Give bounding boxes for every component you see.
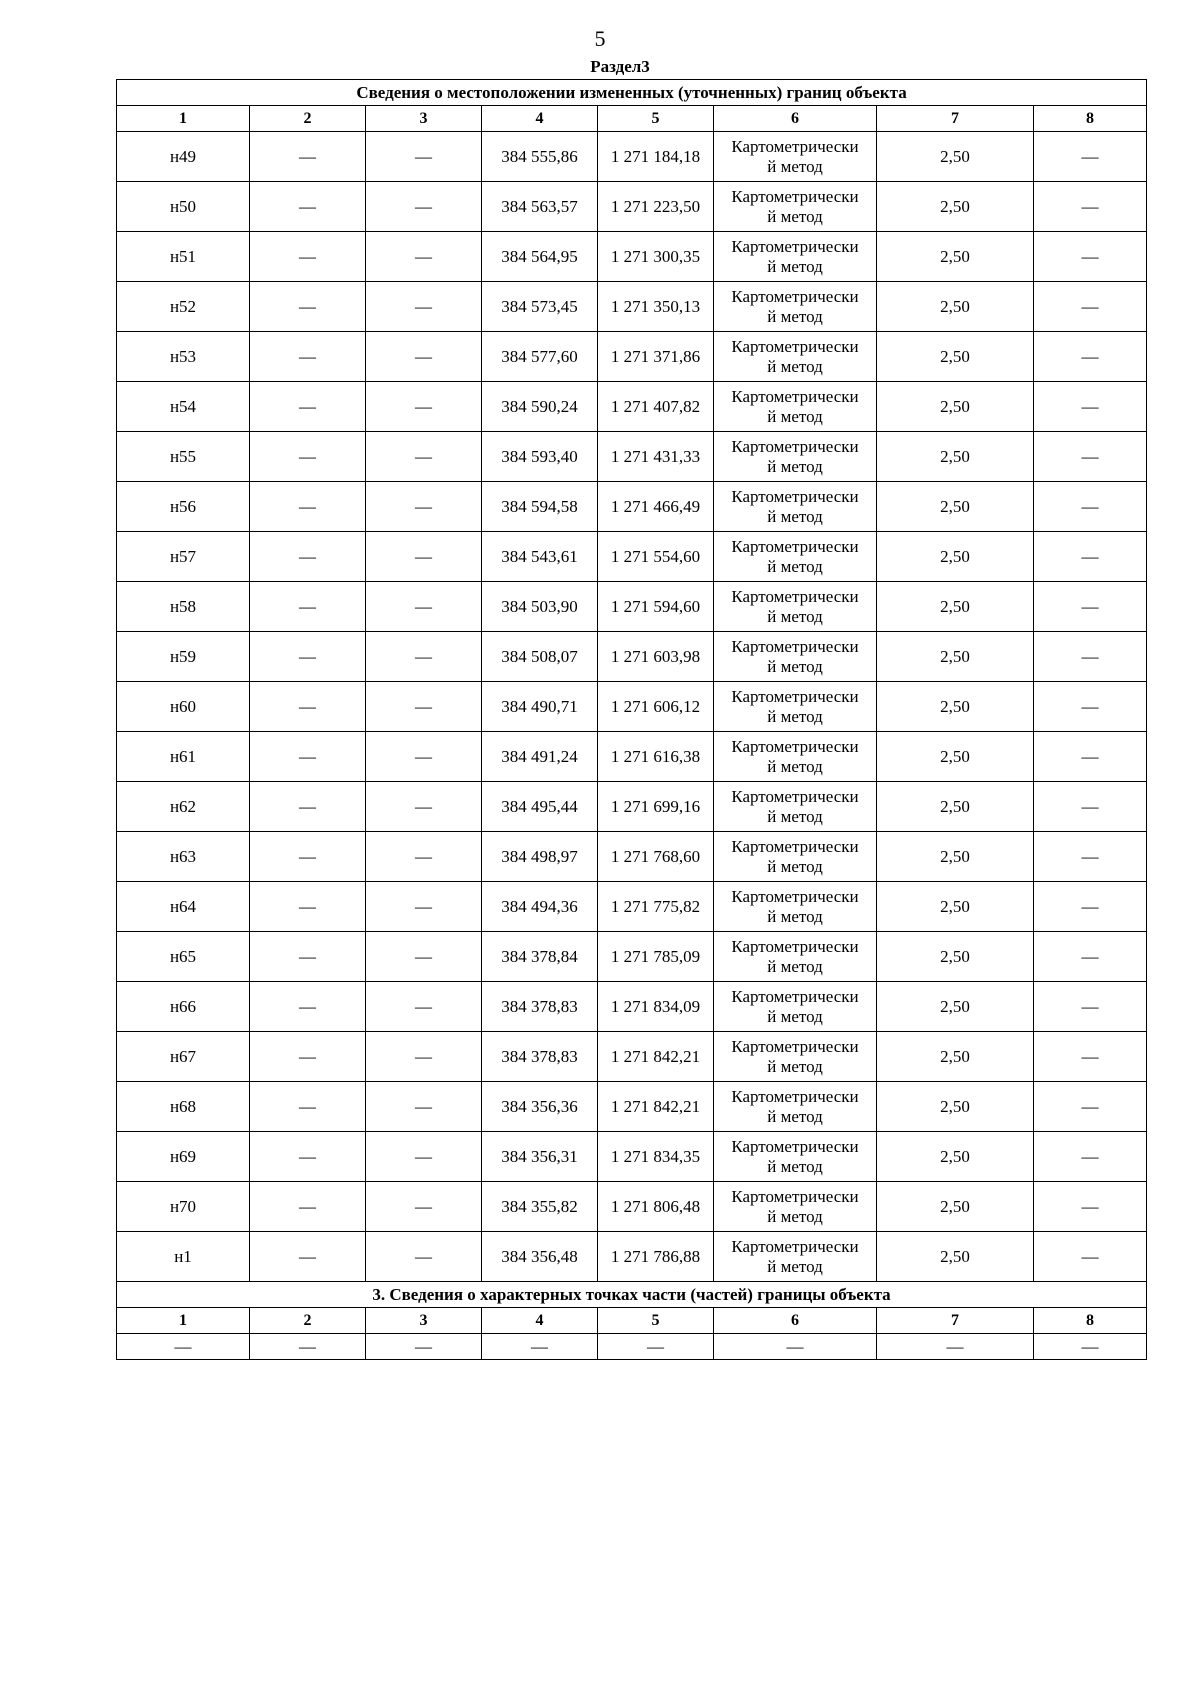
- x-coordinate-cell: 384 498,97: [482, 832, 598, 882]
- col2-cell: —: [250, 1082, 366, 1132]
- method-line-2: й метод: [767, 356, 823, 376]
- col3-cell: —: [366, 882, 482, 932]
- empty-cell: —: [250, 1334, 366, 1360]
- method-line-2: й метод: [767, 706, 823, 726]
- y-coordinate-cell: 1 271 699,16: [598, 782, 714, 832]
- accuracy-cell: 2,50: [877, 882, 1034, 932]
- empty-cell: —: [877, 1334, 1034, 1360]
- col8-cell: —: [1034, 1132, 1147, 1182]
- x-coordinate-cell: 384 491,24: [482, 732, 598, 782]
- method-cell: [714, 882, 877, 932]
- empty-cell: —: [598, 1334, 714, 1360]
- table-row: [117, 482, 1147, 532]
- col2-cell: —: [250, 582, 366, 632]
- point-cell: н58: [117, 582, 250, 632]
- method-cell: [714, 1182, 877, 1232]
- column-number: 4: [482, 1308, 598, 1334]
- method-line-1: Картометрически: [731, 836, 859, 856]
- empty-cell: —: [366, 1334, 482, 1360]
- col3-cell: —: [366, 632, 482, 682]
- column-number: 7: [877, 1308, 1034, 1334]
- point-cell: н60: [117, 682, 250, 732]
- x-coordinate-cell: 384 563,57: [482, 182, 598, 232]
- method-line-1: Картометрически: [731, 1086, 859, 1106]
- table-row: [117, 882, 1147, 932]
- table-row: [117, 782, 1147, 832]
- method-line-1: Картометрически: [731, 236, 859, 256]
- col2-cell: —: [250, 1182, 366, 1232]
- col8-cell: —: [1034, 232, 1147, 282]
- x-coordinate-cell: 384 555,86: [482, 132, 598, 182]
- col2-cell: —: [250, 882, 366, 932]
- col2-cell: —: [250, 182, 366, 232]
- col2-cell: —: [250, 732, 366, 782]
- table-row: [117, 582, 1147, 632]
- table-row: [117, 1032, 1147, 1082]
- col8-cell: —: [1034, 732, 1147, 782]
- point-cell: н52: [117, 282, 250, 332]
- method-line-1: Картометрически: [731, 586, 859, 606]
- col8-cell: —: [1034, 882, 1147, 932]
- method-line-2: й метод: [767, 1256, 823, 1276]
- col3-cell: —: [366, 1232, 482, 1282]
- col2-cell: —: [250, 682, 366, 732]
- point-cell: н67: [117, 1032, 250, 1082]
- column-number: 6: [714, 106, 877, 132]
- y-coordinate-cell: 1 271 223,50: [598, 182, 714, 232]
- col2-cell: —: [250, 532, 366, 582]
- page-number: 5: [594, 26, 606, 51]
- accuracy-cell: 2,50: [877, 232, 1034, 282]
- table-row: [117, 682, 1147, 732]
- table-heading-row: [117, 80, 1147, 106]
- accuracy-cell: 2,50: [877, 182, 1034, 232]
- table-row: [117, 1182, 1147, 1232]
- col2-cell: —: [250, 1132, 366, 1182]
- accuracy-cell: 2,50: [877, 432, 1034, 482]
- empty-cell: —: [714, 1334, 877, 1360]
- method-cell: [714, 932, 877, 982]
- point-cell: н66: [117, 982, 250, 1032]
- accuracy-cell: 2,50: [877, 382, 1034, 432]
- column-number: 6: [714, 1308, 877, 1334]
- column-number: 8: [1034, 106, 1147, 132]
- method-line-2: й метод: [767, 1056, 823, 1076]
- parts-empty-row: [117, 1334, 1147, 1360]
- x-coordinate-cell: 384 378,83: [482, 1032, 598, 1082]
- point-cell: н70: [117, 1182, 250, 1232]
- accuracy-cell: 2,50: [877, 1132, 1034, 1182]
- y-coordinate-cell: 1 271 768,60: [598, 832, 714, 882]
- x-coordinate-cell: 384 577,60: [482, 332, 598, 382]
- parts-heading-row: [117, 1282, 1147, 1308]
- point-cell: н53: [117, 332, 250, 382]
- col8-cell: —: [1034, 632, 1147, 682]
- empty-cell: —: [482, 1334, 598, 1360]
- method-line-2: й метод: [767, 956, 823, 976]
- col2-cell: —: [250, 832, 366, 882]
- y-coordinate-cell: 1 271 407,82: [598, 382, 714, 432]
- accuracy-cell: 2,50: [877, 682, 1034, 732]
- col8-cell: —: [1034, 582, 1147, 632]
- method-line-2: й метод: [767, 756, 823, 776]
- y-coordinate-cell: 1 271 606,12: [598, 682, 714, 732]
- col3-cell: —: [366, 182, 482, 232]
- point-cell: н68: [117, 1082, 250, 1132]
- method-line-2: й метод: [767, 306, 823, 326]
- method-line-2: й метод: [767, 906, 823, 926]
- accuracy-cell: 2,50: [877, 782, 1034, 832]
- column-number: 7: [877, 106, 1034, 132]
- point-cell: н56: [117, 482, 250, 532]
- accuracy-cell: 2,50: [877, 582, 1034, 632]
- col2-cell: —: [250, 1032, 366, 1082]
- col3-cell: —: [366, 682, 482, 732]
- col3-cell: —: [366, 282, 482, 332]
- col3-cell: —: [366, 1032, 482, 1082]
- column-number: 2: [250, 1308, 366, 1334]
- method-line-1: Картометрически: [731, 1236, 859, 1256]
- method-cell: [714, 982, 877, 1032]
- method-cell: [714, 332, 877, 382]
- table-row: [117, 1232, 1147, 1282]
- col3-cell: —: [366, 932, 482, 982]
- column-number: 5: [598, 1308, 714, 1334]
- point-cell: н65: [117, 932, 250, 982]
- table-row: [117, 132, 1147, 182]
- point-cell: н57: [117, 532, 250, 582]
- x-coordinate-cell: 384 355,82: [482, 1182, 598, 1232]
- table-heading: Сведения о местоположении измененных (уточненных) границ объекта: [117, 80, 1147, 106]
- method-cell: [714, 532, 877, 582]
- method-cell: [714, 1082, 877, 1132]
- col2-cell: —: [250, 1232, 366, 1282]
- method-line-1: Картометрически: [731, 436, 859, 456]
- y-coordinate-cell: 1 271 806,48: [598, 1182, 714, 1232]
- y-coordinate-cell: 1 271 466,49: [598, 482, 714, 532]
- accuracy-cell: 2,50: [877, 1082, 1034, 1132]
- col3-cell: —: [366, 332, 482, 382]
- col3-cell: —: [366, 132, 482, 182]
- table-row: [117, 332, 1147, 382]
- col3-cell: —: [366, 732, 482, 782]
- point-cell: н64: [117, 882, 250, 932]
- col8-cell: —: [1034, 282, 1147, 332]
- method-line-1: Картометрически: [731, 386, 859, 406]
- table-row: [117, 732, 1147, 782]
- col8-cell: —: [1034, 932, 1147, 982]
- accuracy-cell: 2,50: [877, 132, 1034, 182]
- method-line-2: й метод: [767, 856, 823, 876]
- method-line-1: Картометрически: [731, 886, 859, 906]
- method-line-2: й метод: [767, 256, 823, 276]
- y-coordinate-cell: 1 271 834,09: [598, 982, 714, 1032]
- accuracy-cell: 2,50: [877, 282, 1034, 332]
- y-coordinate-cell: 1 271 786,88: [598, 1232, 714, 1282]
- col8-cell: —: [1034, 1032, 1147, 1082]
- col3-cell: —: [366, 532, 482, 582]
- accuracy-cell: 2,50: [877, 732, 1034, 782]
- column-number: 3: [366, 106, 482, 132]
- col2-cell: —: [250, 432, 366, 482]
- y-coordinate-cell: 1 271 431,33: [598, 432, 714, 482]
- y-coordinate-cell: 1 271 371,86: [598, 332, 714, 382]
- x-coordinate-cell: 384 543,61: [482, 532, 598, 582]
- empty-cell: —: [117, 1334, 250, 1360]
- y-coordinate-cell: 1 271 594,60: [598, 582, 714, 632]
- col2-cell: —: [250, 782, 366, 832]
- point-cell: н54: [117, 382, 250, 432]
- method-line-2: й метод: [767, 656, 823, 676]
- x-coordinate-cell: 384 573,45: [482, 282, 598, 332]
- column-number: 2: [250, 106, 366, 132]
- column-number: 8: [1034, 1308, 1147, 1334]
- col8-cell: —: [1034, 332, 1147, 382]
- method-cell: [714, 682, 877, 732]
- method-line-1: Картометрически: [731, 1136, 859, 1156]
- col8-cell: —: [1034, 432, 1147, 482]
- table-row: [117, 532, 1147, 582]
- col2-cell: —: [250, 932, 366, 982]
- method-line-2: й метод: [767, 1206, 823, 1226]
- col8-cell: —: [1034, 382, 1147, 432]
- col8-cell: —: [1034, 982, 1147, 1032]
- col2-cell: —: [250, 382, 366, 432]
- section-title: Раздел3: [590, 57, 650, 76]
- method-line-1: Картометрически: [731, 186, 859, 206]
- method-line-2: й метод: [767, 406, 823, 426]
- method-line-1: Картометрически: [731, 1036, 859, 1056]
- x-coordinate-cell: 384 490,71: [482, 682, 598, 732]
- col2-cell: —: [250, 482, 366, 532]
- y-coordinate-cell: 1 271 842,21: [598, 1032, 714, 1082]
- x-coordinate-cell: 384 593,40: [482, 432, 598, 482]
- y-coordinate-cell: 1 271 300,35: [598, 232, 714, 282]
- point-cell: н69: [117, 1132, 250, 1182]
- col3-cell: —: [366, 382, 482, 432]
- method-cell: [714, 1232, 877, 1282]
- method-line-1: Картометрически: [731, 286, 859, 306]
- x-coordinate-cell: 384 378,83: [482, 982, 598, 1032]
- x-coordinate-cell: 384 594,58: [482, 482, 598, 532]
- method-cell: [714, 482, 877, 532]
- y-coordinate-cell: 1 271 616,38: [598, 732, 714, 782]
- col3-cell: —: [366, 432, 482, 482]
- method-line-2: й метод: [767, 556, 823, 576]
- accuracy-cell: 2,50: [877, 482, 1034, 532]
- table-row: [117, 632, 1147, 682]
- y-coordinate-cell: 1 271 785,09: [598, 932, 714, 982]
- col8-cell: —: [1034, 1082, 1147, 1132]
- col8-cell: —: [1034, 1232, 1147, 1282]
- x-coordinate-cell: 384 356,36: [482, 1082, 598, 1132]
- col3-cell: —: [366, 1132, 482, 1182]
- point-cell: н63: [117, 832, 250, 882]
- table-row: [117, 232, 1147, 282]
- parts-heading: 3. Сведения о характерных точках части (частей) границы объекта: [117, 1282, 1147, 1308]
- col8-cell: —: [1034, 482, 1147, 532]
- table-body: [117, 80, 1147, 1360]
- accuracy-cell: 2,50: [877, 332, 1034, 382]
- point-cell: н1: [117, 1232, 250, 1282]
- method-cell: [714, 832, 877, 882]
- point-cell: н51: [117, 232, 250, 282]
- y-coordinate-cell: 1 271 350,13: [598, 282, 714, 332]
- method-line-1: Картометрически: [731, 936, 859, 956]
- col3-cell: —: [366, 232, 482, 282]
- method-line-2: й метод: [767, 156, 823, 176]
- column-number: 4: [482, 106, 598, 132]
- method-cell: [714, 1132, 877, 1182]
- method-cell: [714, 732, 877, 782]
- col8-cell: —: [1034, 1182, 1147, 1232]
- table-row: [117, 1132, 1147, 1182]
- col2-cell: —: [250, 282, 366, 332]
- column-number: 1: [117, 106, 250, 132]
- x-coordinate-cell: 384 494,36: [482, 882, 598, 932]
- method-line-1: Картометрически: [731, 636, 859, 656]
- method-cell: [714, 132, 877, 182]
- method-cell: [714, 232, 877, 282]
- method-line-2: й метод: [767, 1006, 823, 1026]
- col8-cell: —: [1034, 682, 1147, 732]
- col8-cell: —: [1034, 182, 1147, 232]
- x-coordinate-cell: 384 495,44: [482, 782, 598, 832]
- method-line-1: Картометрически: [731, 786, 859, 806]
- x-coordinate-cell: 384 564,95: [482, 232, 598, 282]
- col8-cell: —: [1034, 532, 1147, 582]
- table-row: [117, 182, 1147, 232]
- col2-cell: —: [250, 332, 366, 382]
- method-line-1: Картометрически: [731, 136, 859, 156]
- x-coordinate-cell: 384 503,90: [482, 582, 598, 632]
- method-cell: [714, 282, 877, 332]
- method-cell: [714, 432, 877, 482]
- table-row: [117, 832, 1147, 882]
- table-row: [117, 432, 1147, 482]
- column-number: 5: [598, 106, 714, 132]
- y-coordinate-cell: 1 271 775,82: [598, 882, 714, 932]
- method-cell: [714, 1032, 877, 1082]
- col8-cell: —: [1034, 832, 1147, 882]
- empty-cell: —: [1034, 1334, 1147, 1360]
- y-coordinate-cell: 1 271 554,60: [598, 532, 714, 582]
- point-cell: н49: [117, 132, 250, 182]
- method-line-1: Картометрически: [731, 736, 859, 756]
- x-coordinate-cell: 384 508,07: [482, 632, 598, 682]
- point-cell: н59: [117, 632, 250, 682]
- point-cell: н61: [117, 732, 250, 782]
- table-row: [117, 1082, 1147, 1132]
- accuracy-cell: 2,50: [877, 1182, 1034, 1232]
- table-row: [117, 982, 1147, 1032]
- column-numbers-row: [117, 106, 1147, 132]
- col2-cell: —: [250, 232, 366, 282]
- table-row: [117, 282, 1147, 332]
- method-cell: [714, 782, 877, 832]
- col3-cell: —: [366, 482, 482, 532]
- boundary-points-table: [116, 79, 1147, 1360]
- column-number: 3: [366, 1308, 482, 1334]
- method-cell: [714, 582, 877, 632]
- accuracy-cell: 2,50: [877, 982, 1034, 1032]
- method-line-1: Картометрически: [731, 336, 859, 356]
- method-line-2: й метод: [767, 206, 823, 226]
- col3-cell: —: [366, 982, 482, 1032]
- y-coordinate-cell: 1 271 603,98: [598, 632, 714, 682]
- method-line-1: Картометрически: [731, 486, 859, 506]
- col2-cell: —: [250, 632, 366, 682]
- col2-cell: —: [250, 982, 366, 1032]
- method-line-2: й метод: [767, 606, 823, 626]
- point-cell: н62: [117, 782, 250, 832]
- accuracy-cell: 2,50: [877, 1232, 1034, 1282]
- method-cell: [714, 632, 877, 682]
- column-number: 1: [117, 1308, 250, 1334]
- col3-cell: —: [366, 1082, 482, 1132]
- accuracy-cell: 2,50: [877, 532, 1034, 582]
- accuracy-cell: 2,50: [877, 632, 1034, 682]
- col3-cell: —: [366, 1182, 482, 1232]
- col3-cell: —: [366, 782, 482, 832]
- method-line-2: й метод: [767, 1156, 823, 1176]
- col3-cell: —: [366, 832, 482, 882]
- x-coordinate-cell: 384 356,48: [482, 1232, 598, 1282]
- col8-cell: —: [1034, 132, 1147, 182]
- x-coordinate-cell: 384 356,31: [482, 1132, 598, 1182]
- method-line-1: Картометрически: [731, 686, 859, 706]
- method-line-1: Картометрически: [731, 986, 859, 1006]
- method-line-2: й метод: [767, 506, 823, 526]
- method-cell: [714, 382, 877, 432]
- y-coordinate-cell: 1 271 842,21: [598, 1082, 714, 1132]
- x-coordinate-cell: 384 590,24: [482, 382, 598, 432]
- accuracy-cell: 2,50: [877, 1032, 1034, 1082]
- accuracy-cell: 2,50: [877, 832, 1034, 882]
- point-cell: н50: [117, 182, 250, 232]
- table-row: [117, 932, 1147, 982]
- x-coordinate-cell: 384 378,84: [482, 932, 598, 982]
- method-cell: [714, 182, 877, 232]
- method-line-1: Картометрически: [731, 536, 859, 556]
- accuracy-cell: 2,50: [877, 932, 1034, 982]
- method-line-2: й метод: [767, 806, 823, 826]
- method-line-2: й метод: [767, 456, 823, 476]
- parts-column-numbers-row: [117, 1308, 1147, 1334]
- y-coordinate-cell: 1 271 184,18: [598, 132, 714, 182]
- col2-cell: —: [250, 132, 366, 182]
- table-row: [117, 382, 1147, 432]
- method-line-2: й метод: [767, 1106, 823, 1126]
- col3-cell: —: [366, 582, 482, 632]
- y-coordinate-cell: 1 271 834,35: [598, 1132, 714, 1182]
- method-line-1: Картометрически: [731, 1186, 859, 1206]
- point-cell: н55: [117, 432, 250, 482]
- col8-cell: —: [1034, 782, 1147, 832]
